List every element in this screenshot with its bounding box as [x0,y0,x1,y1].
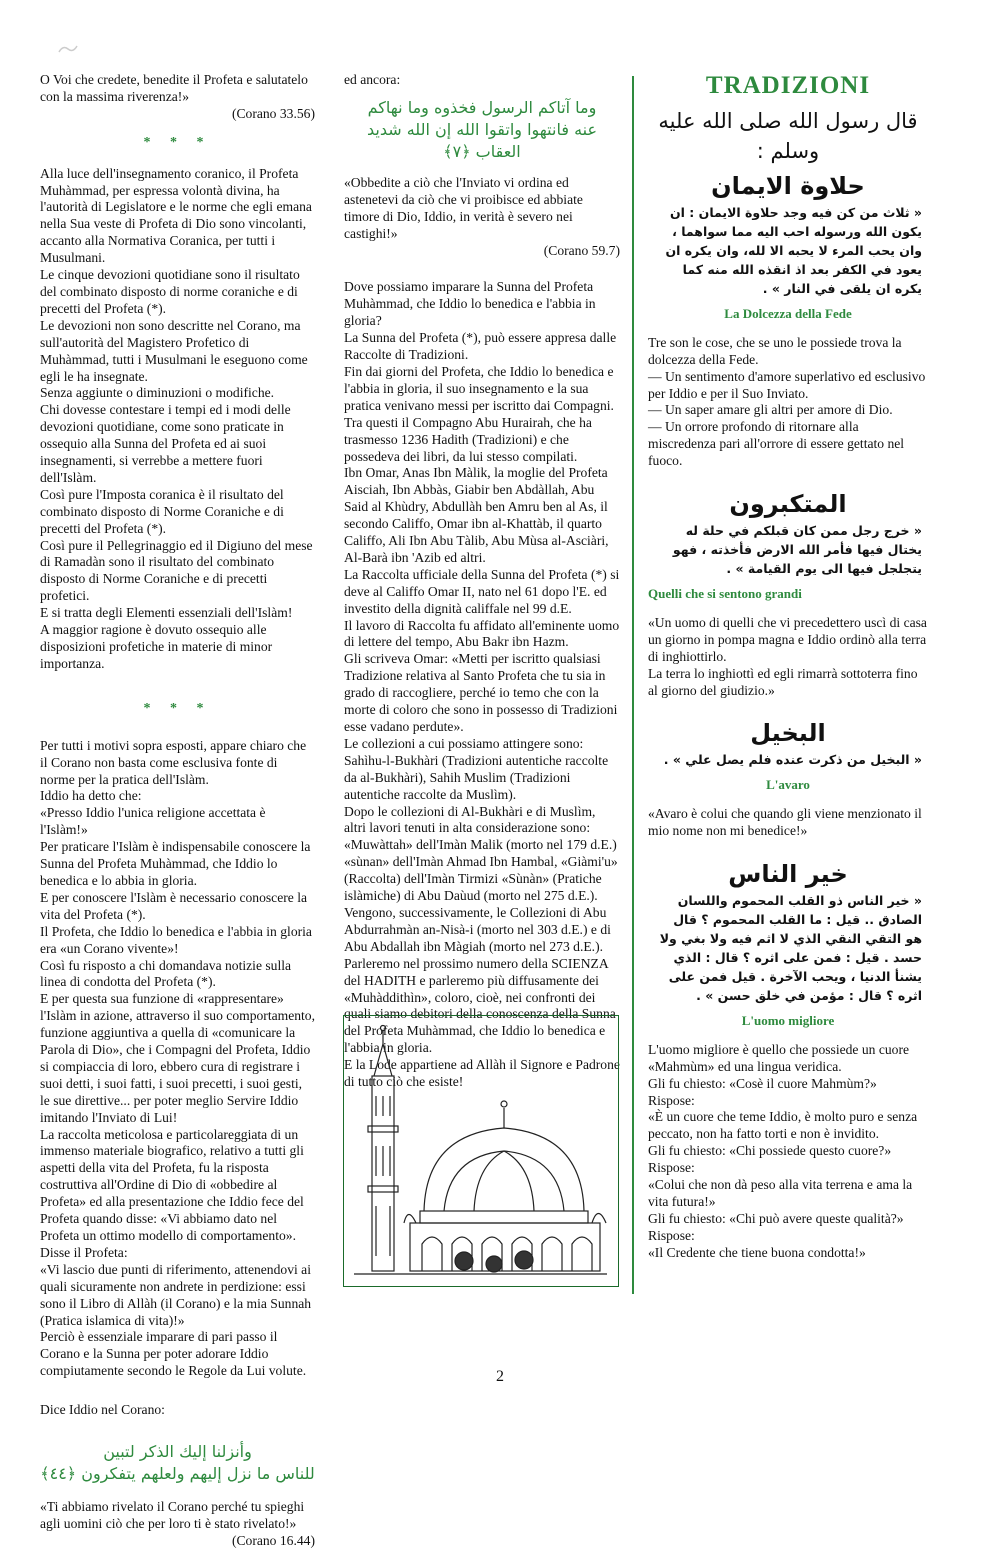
paragraph: Tra questi il Compagno Abu Hurairah, che ha trasmesso 1236 Hadith (Tradizioni) e che possedeva dei libri, da lui stesso compilati. [344,414,592,464]
verse-line: عنه فانتهوا واتقوا الله إن الله شديد العقاب ﴿٧﴾ [366,119,598,161]
paragraph: Per tutti i motivi sopra esposti, appare chiaro che il Corano non basta come esclusiva fonte di norme per la pratica dell'Islàm. [40,737,307,787]
verse-line: للناس ما نزل إليهم ولعلهم يتفكرون ﴿٤٤﴾ [40,1464,315,1484]
tradition-text: Rispose: [648,1227,695,1243]
arabic-heading: خير الناس [728,860,848,889]
tradition-title: Quelli che si sentono grandi [648,585,802,601]
paragraph: Ibn Omar, Anas Ibn Màlik, la moglie del Profeta Aisciah, Ibn Abbàs, Giabir ben Abdàllah, Abu Said al Khùdry, Abdullàh ben Amru ben al As, il secondo Califfo, Omar ibn al-Khattàb, il quarto Califfo, Ali Ibn Abu Tàlib, Abu Mùsa al-Asciàri, Al-Barà ibn 'Azib ed altri. [344,465,609,565]
quran-reference: (Corano 16.44) [231,1532,315,1548]
tradition-item [648,490,928,713]
paragraph: «Vi lascio due punti di riferimento, attenendovi ai quali sicuramente non andrete in perdizione: essi sono il Libro di Allàh (il Corano) e la mia Sunnah (Pratica islamica di vita)!» [40,1261,312,1328]
paragraph: Le devozioni non sono descritte nel Corano, ma sull'autorità del Magistero Profetico di Muhàmmad, tutti i Musulmani le eseguono come egli le ha insegnate. [40,317,308,384]
tradition-text: Tre son le cose, che se uno le possiede trova la dolcezza della Fede. [648,334,902,367]
paragraph: A maggior ragione è dovuto ossequio alle disposizioni profetiche in materie di minor importanza. [40,622,273,671]
arabic-hadith-text: « خرج رجل ممن كان قبلكم في حلة له يختال فيها فأمر الله الارض فأخذته ، فهو يتجلجل فيها الى يوم القيامة » . [672,522,922,576]
paragraph: Per praticare l'Islàm è indispensabile conoscere la Sunna del Profeta Muhàmmad, che Iddio lo benedica e lo abbia in gloria. [40,839,311,888]
intro-text: ed ancora: [344,72,401,87]
tradition-text: «Colui che non dà peso alla vita terrena e ama la vita futura!» [648,1177,913,1209]
tradition-text: Gli fu chiesto: «Chi può avere queste qualità?» [648,1210,904,1226]
arabic-heading: البخيل [750,719,826,748]
tradition-text: Gli fu chiesto: «Cosè il cuore Mahmùm?» [648,1075,877,1091]
paragraph: Parleremo nel prossimo numero della SCIENZA del HADITH e parleremo più diffusamente dei «Muhàddithìn», coloro, cioè, nei confronti dei quali siamo debitori della conoscenza della Sunna del Profeta Muhàmmad, che Iddio lo benedica e l'abbia in gloria. [344,955,616,1056]
section-separator: * * * [143,134,212,150]
mosque-icon [344,1016,617,1285]
column-left [40,72,315,1550]
tradition-item [648,860,928,1276]
paragraph: Le collezioni a cui possiamo attingere sono: Sahìhu-l-Bukhàri (Tradizioni autentiche raccolte da al-Bukhàri), Sahih Muslim (Tradizioni autentiche raccolte da Muslìm). [344,735,609,802]
tradition-text: — Un sentimento d'amore superlativo ed esclusivo per Iddio e per il Suo Inviato. [648,368,926,401]
paragraph: Alla luce dell'insegnamento coranico, il Profeta Muhàmmad, per espressa volontà divina, ha l'autorità di Legislatore e le norme che egli emana nella Sua veste di Profeta di Dio sono vincolanti, accanto alla Normativa Coranica, per tutti i Musulmani. [40,165,312,266]
quran-quote: «Ti abbiamo rivelato il Corano perché tu spieghi agli uomini ciò che per loro ti è stato rivelato!» [40,1499,305,1531]
paragraph: Così pure il Pellegrinaggio ed il Digiuno del mese di Ramadàn sono il risultato del combinato disposto di Norme Coraniche e di precetti profetici. [40,537,313,604]
section-separator: * * * [143,700,212,716]
arabic-hadith-text: « خير الناس ذو القلب المحموم واللسان الصادق .. قيل : ما القلب المحموم ؟ قال هو التقي النقي الذي لا اثم فيه ولا بغي ولا حسد . قيل : فمن على اثره ؟ قال : الذي يشنأ الدنيا ، ويحب الآخرة . قيل فمن على اثره ؟ قال : مؤمن في خلق حسن » . [659,892,922,1003]
arabic-hadith-text: « البخيل من ذكرت عنده فلم يصل علي » . [663,752,922,768]
verse-line: وأنزلنا إليك الذكر لتبين [103,1442,252,1462]
paragraph: La Sunna del Profeta (*), può essere appresa dalle Raccolte di Tradizioni. [344,330,617,363]
arabic-hadith-text: « ثلاث من كن فيه وجد حلاوة الايمان : ان يكون الله ورسوله احب اليه مما سواهما ، وان يحب المرء لا يحبه الا لله، وان يكره ان يعود في الكفر بعد اذ انقذه الله منه كما يكره ان يلقى في النار » . [665,204,922,296]
tradition-text: La terra lo inghiottì ed egli rimarrà sottoterra fino al giorno del giudizio.» [648,665,918,698]
tradition-title: La Dolcezza della Fede [724,305,852,321]
traditions-list [648,172,928,1276]
paragraph: E per conoscere l'Islàm è necessario conoscere la vita del Profeta (*). [40,889,308,922]
quran-verse-arabic [344,97,620,163]
verse-line: وما آتاكم الرسول فخذوه وما نهاكم [367,97,597,117]
paragraph: Perciò è essenziale imparare di pari passo il Corano e la Sunna per poter adorare Iddio compiutamente secondo le Regole da Lui volute. [40,1329,307,1379]
paragraph: Così pure l'Imposta coranica è il risultato del combinato disposto di Norme Coraniche e di precetti del Profeta (*). [40,486,284,536]
quran-reference: (Corano 59.7) [543,242,620,258]
paragraph: La Raccolta ufficiale della Sunna del Profeta (*) si deve al Califfo Omar II, nato nel 61 dopo l'E. ed investito della dignità califfale nel 99 d.E. [344,566,620,616]
arabic-heading: حلاوة الايمان [711,172,865,200]
paragraph: La raccolta meticolosa e particolareggiata di un immenso materiale biografico, relativo a tutti gli aspetti della vita del Profeta, fu la risposta costruttiva all'Ordine di Dio di «obbedire al Profeta» ed alla presentazione che Iddio fece del Profeta quando disse: «Vi abbiamo dato nel Profeta un ottimo modello di comportamento». [40,1126,304,1243]
paragraph: Fin dai giorni del Profeta, che Iddio lo benedica e l'abbia in gloria, il suo insegnamento e la sua pratica venivano messi per iscritto dai Compagni. [344,363,614,413]
quran-verse-arabic [40,1441,315,1485]
paragraph: Gli scriveva Omar: «Metti per iscritto qualsiasi Tradizione relativa al Santo Profeta che tu sia in grado di raccogliere, perché io temo che con la morte di coloro che sono in possesso di Tradizioni esse vadano perdute». [344,651,618,734]
paragraph-block-1 [40,166,315,673]
paragraph: E per questa sua funzione di «rappresentare» l'Islàm in azione, attraverso il suo comportamento, funzione aggiuntiva a quella di «comunicare la Parola di Dio», che i Compagni del Profeta, Iddio si compiaccia di loro, ebbero cura di registrare i suoi detti, i suoi fatti, i suoi precetti, i suoi gesti, le sue direttive... per poter meglio Servire Iddio imitando l'Inviato di Lui! [40,991,316,1125]
paragraph: Dopo le collezioni di Al-Bukhàri e di Muslìm, altri lavori tenuti in alta considerazione sono: «Muwàttah» dell'Imàn Malik (morto nel 179 d.E.) «sùnan» dell'Imàn Ahmad Ibn Hambal, «Giàmi'u» (Raccolta) dell'Imàn Tirmizi «Sùnàn» (Pratiche islàmiche) di Abu Daùud (morto nel 275 d.E.). [344,803,618,904]
quran-intro: Dice Iddio nel Corano: [40,1402,165,1418]
column-middle [344,72,620,1091]
paragraph: Chi dovesse contestare i tempi ed i modi delle devozioni quotidiane, come sono praticate in ossequio alla Sunna del Profeta ed ai suoi insegnamenti, si verrebbe a mettere fuori dell'Islàm. [40,402,291,485]
intro-text [40,72,315,106]
tradition-text: Gli fu chiesto: «Chi possiede questo cuore?» [648,1143,892,1159]
tradition-title: L'avaro [766,777,810,793]
intro-reference: (Corano 33.56) [231,105,315,121]
column-divider [632,76,634,1294]
tradition-text: «Avaro è colui che quando gli viene menzionato il mio nome non mi benedice!» [648,806,922,839]
paragraph: Dove possiamo imparare la Sunna del Profeta Muhàmmad, che Iddio lo benedica e l'abbia in gloria? [344,279,596,329]
paragraph-block-2 [40,738,315,1380]
intro-paragraph: O Voi che credete, benedite il Profeta e salutatelo con la massima riverenza!» [40,72,308,104]
paragraph-block [344,279,620,1091]
paragraph: «Presso Iddio l'unica religione accettata è l'Islàm!» [40,805,266,838]
paragraph: Le cinque devozioni quotidiane sono il risultato del combinato disposto di norme coraniche e di precetti del Profeta (*). [40,267,300,316]
tradition-item [648,172,928,484]
paragraph: Iddio ha detto che: [40,788,142,804]
paragraph: Vengono, successivamente, le Collezioni di Abu Abdurrahmàn an-Nisà-i (morto nel 303 d.E.) e di Abu Abdallah ibn Màgiah (morto nel 273 d.E.). [344,904,611,954]
column-right-tradizioni [648,72,928,1276]
tradition-title: L'uomo migliore [741,1012,835,1028]
paragraph: E la Lode appartiene ad Allàh il Signore e Padrone di tutto ciò che esiste! [344,1057,620,1090]
arabic-subtitle: قال رسول الله صلى الله عليه وسلم : [658,109,918,163]
quran-quote: «Obbedite a ciò che l'Inviato vi ordina ed astenetevi da ciò che vi proibisce ed abbiate timore di Dio, Iddio, in verità è severo nei castighi!» [344,174,583,241]
paragraph: Senza aggiunte o diminuzioni o modifiche. [40,385,275,401]
tradition-text: L'uomo migliore è quello che possiede un cuore «Mahmùm» ed una lingua veridica. [648,1041,910,1074]
corner-mark-icon [57,42,79,54]
paragraph: Disse il Profeta: [40,1244,128,1260]
tradition-text: «Il Credente che tiene buona condotta!» [648,1244,866,1260]
paragraph: Il lavoro di Raccolta fu affidato all'eminente uomo di lettere del tempo, Abu Bakr ibn Hazm. [344,617,620,650]
tradition-text: Rispose: [648,1092,695,1108]
tradition-text: — Un saper amare gli altri per amore di Dio. [648,402,893,418]
paragraph: Così fu risposto a chi domandava notizie sulla linea di condotta del Profeta (*). [40,957,292,990]
arabic-heading: المتكبرون [729,490,847,519]
paragraph: E si tratta degli Elementi essenziali dell'Islàm! [40,605,293,621]
tradition-text: «Un uomo di quelli che vi precedettero uscì di casa un giorno in pompa magna e Iddio ordinò alla terra di inghiottirlo. [648,614,927,664]
mosque-illustration [343,1015,619,1287]
tradition-item [648,719,928,854]
tradition-text: — Un orrore profondo di ritornare alla miscredenza pari all'orrore di essere gettato nel fuoco. [648,419,905,469]
section-title: TRADIZIONI [705,72,871,99]
page-number: 2 [496,1368,504,1385]
tradition-text: «È un cuore che teme Iddio, è molto puro e senza peccato, non ha fatto torti e non è invidito. [648,1109,918,1142]
tradition-text: Rispose: [648,1160,695,1176]
paragraph: Il Profeta, che Iddio lo benedica e l'abbia in gloria era «un Corano vivente»! [40,923,312,956]
